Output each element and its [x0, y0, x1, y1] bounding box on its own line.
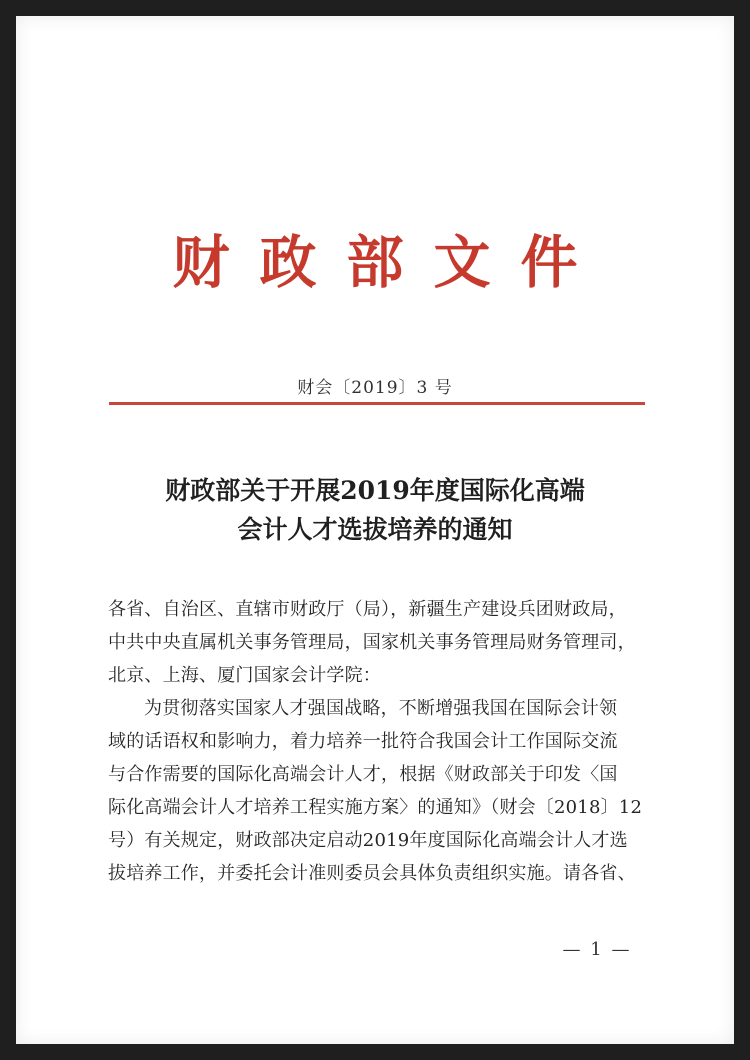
notice-title-line-2: 会计人才选拔培养的通知: [237, 515, 513, 544]
addressee-line-2: 中共中央直属机关事务管理局，国家机关事务管理局财务管理司，: [108, 632, 636, 653]
red-separator-line: [109, 402, 645, 405]
notice-body: [108, 692, 648, 890]
document-header-title: 财政部文件: [172, 229, 608, 296]
notice-title-line-1: 财政部关于开展2019年度国际化高端: [165, 476, 585, 505]
addressee-line-3: 北京、上海、厦门国家会计学院：: [108, 665, 381, 686]
document-number: 财会〔2019〕3 号: [297, 378, 453, 398]
body-line-1: 为贯彻落实国家人才强国战略，不断增强我国在国际会计领: [144, 698, 618, 719]
body-line-6: 拔培养工作，并委托会计准则委员会具体负责组织实施。请各省、: [108, 863, 636, 884]
body-line-3: 与合作需要的国际化高端会计人才，根据《财政部关于印发〈国: [108, 764, 618, 785]
body-line-5: 号）有关规定，财政部决定启动2019年度国际化高端会计人才选: [108, 830, 628, 851]
addressee-block: [108, 593, 648, 692]
body-line-2: 域的话语权和影响力，着力培养一批符合我国会计工作国际交流: [108, 731, 618, 752]
page-number: — 1 —: [562, 939, 632, 960]
document-page: [16, 16, 734, 1044]
body-line-4: 际化高端会计人才培养工程实施方案〉的通知》（财会〔2018〕12: [108, 797, 643, 818]
notice-title: [16, 471, 734, 549]
addressee-line-1: 各省、自治区、直辖市财政厅（局），新疆生产建设兵团财政局，: [108, 599, 627, 620]
